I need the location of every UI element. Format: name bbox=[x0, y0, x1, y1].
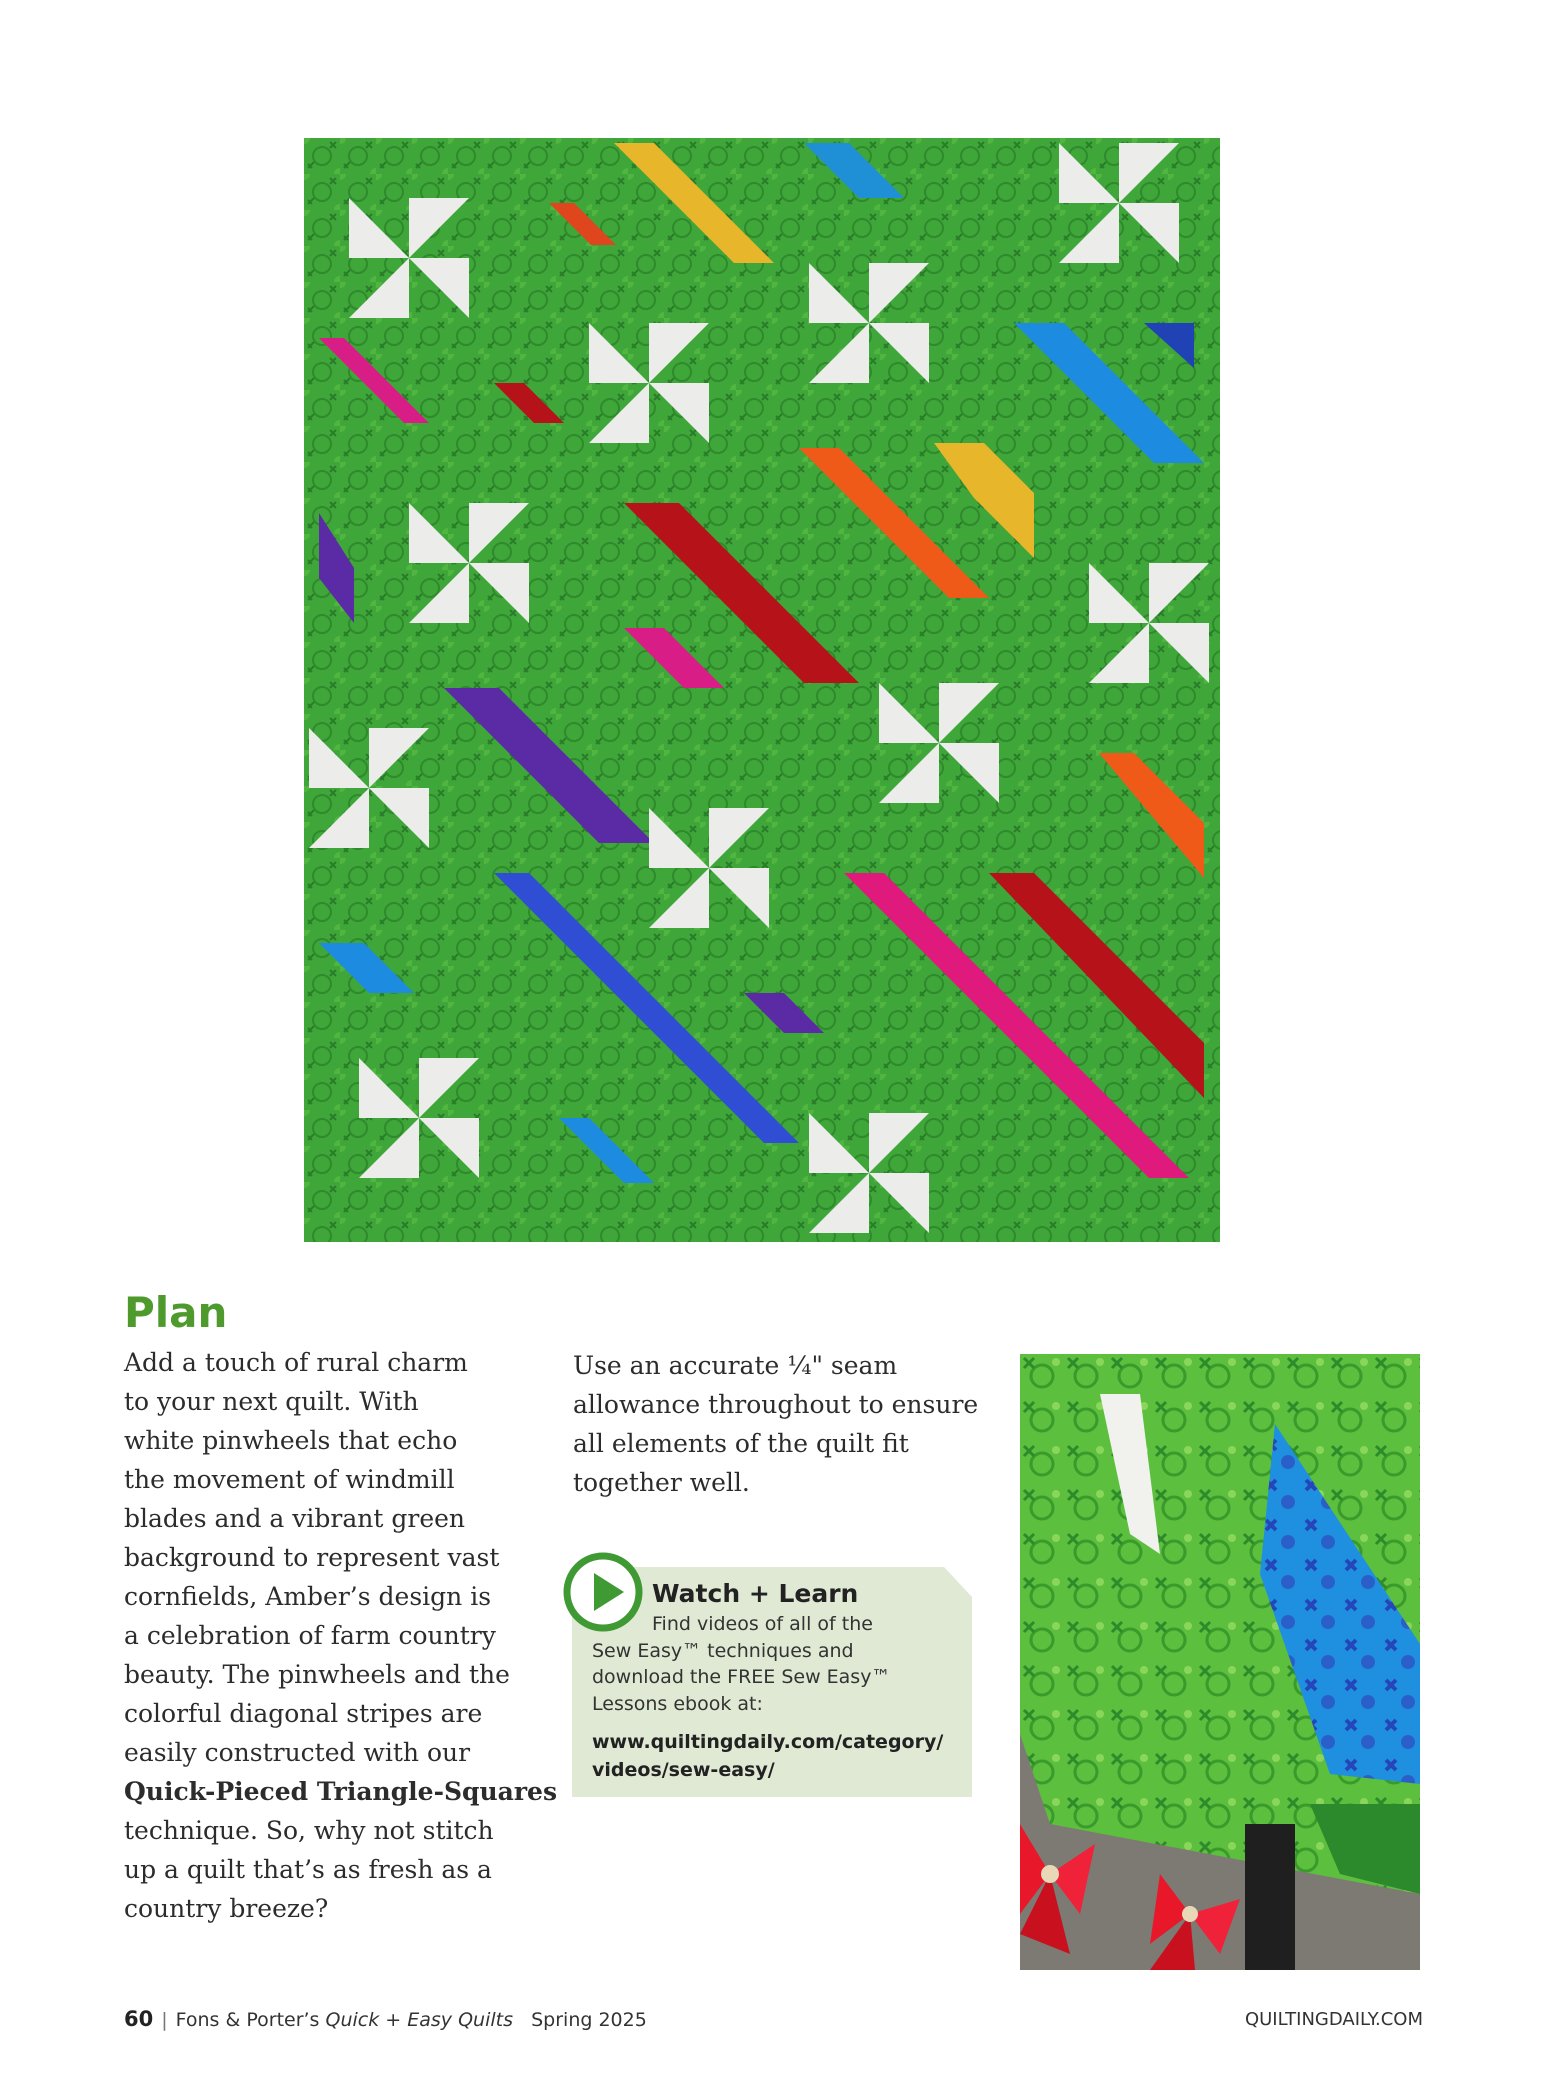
body-line: beauty. The pinwheels and the bbox=[124, 1660, 510, 1689]
body-line: Use an accurate ¼" seam bbox=[573, 1351, 898, 1380]
body-line: Add a touch of rural charm bbox=[124, 1348, 468, 1377]
body-line: white pinwheels that echo bbox=[124, 1426, 458, 1455]
body-line: colorful diagonal stripes are bbox=[124, 1699, 483, 1728]
quilt-detail-photo bbox=[1020, 1354, 1420, 1970]
watch-learn-description bbox=[592, 1611, 962, 1717]
url-line[interactable]: videos/sew-easy/ bbox=[592, 1759, 775, 1781]
body-line: together well. bbox=[573, 1468, 750, 1497]
body-line: technique. So, why not stitch bbox=[124, 1816, 494, 1845]
footer-site: QUILTINGDAILY.COM bbox=[1244, 2009, 1423, 2030]
desc-line: Find videos of all of the bbox=[652, 1613, 873, 1635]
plan-body-column-2 bbox=[573, 1346, 993, 1502]
desc-line: Lessons ebook at: bbox=[592, 1692, 763, 1715]
body-line: a celebration of farm country bbox=[124, 1621, 496, 1650]
body-line: background to represent vast bbox=[124, 1543, 500, 1572]
body-line: country breeze? bbox=[124, 1894, 329, 1923]
plan-body-column-1 bbox=[124, 1343, 558, 1928]
watch-learn-title: Watch + Learn bbox=[652, 1579, 859, 1608]
plan-heading: Plan bbox=[124, 1288, 228, 1337]
body-line: easily constructed with our bbox=[124, 1738, 471, 1767]
body-line: to your next quilt. With bbox=[124, 1387, 419, 1416]
body-line: blades and a vibrant green bbox=[124, 1504, 466, 1533]
publisher-name: Fons & Porter’s bbox=[175, 2009, 320, 2031]
footer-folio bbox=[124, 2007, 647, 2031]
body-line: the movement of windmill bbox=[124, 1465, 455, 1494]
body-line: up a quilt that’s as fresh as a bbox=[124, 1855, 492, 1884]
page-number: 60 bbox=[124, 2007, 154, 2031]
body-line: cornfields, Amber’s design is bbox=[124, 1582, 492, 1611]
quilt-photo bbox=[304, 138, 1220, 1242]
body-line: all elements of the quilt fit bbox=[573, 1429, 909, 1458]
footer-separator: | bbox=[161, 2009, 168, 2031]
url-line[interactable]: www.quiltingdaily.com/category/ bbox=[592, 1731, 944, 1753]
issue-date: Spring 2025 bbox=[531, 2009, 647, 2031]
desc-line: download the FREE Sew Easy™ bbox=[592, 1666, 891, 1688]
magazine-title: Quick + Easy Quilts bbox=[325, 2009, 513, 2031]
desc-line: Sew Easy™ techniques and bbox=[592, 1639, 854, 1662]
technique-link-text: Quick-Pieced Triangle-Squares bbox=[124, 1777, 558, 1806]
sew-easy-url[interactable] bbox=[592, 1728, 962, 1784]
body-line: allowance throughout to ensure bbox=[573, 1390, 979, 1419]
